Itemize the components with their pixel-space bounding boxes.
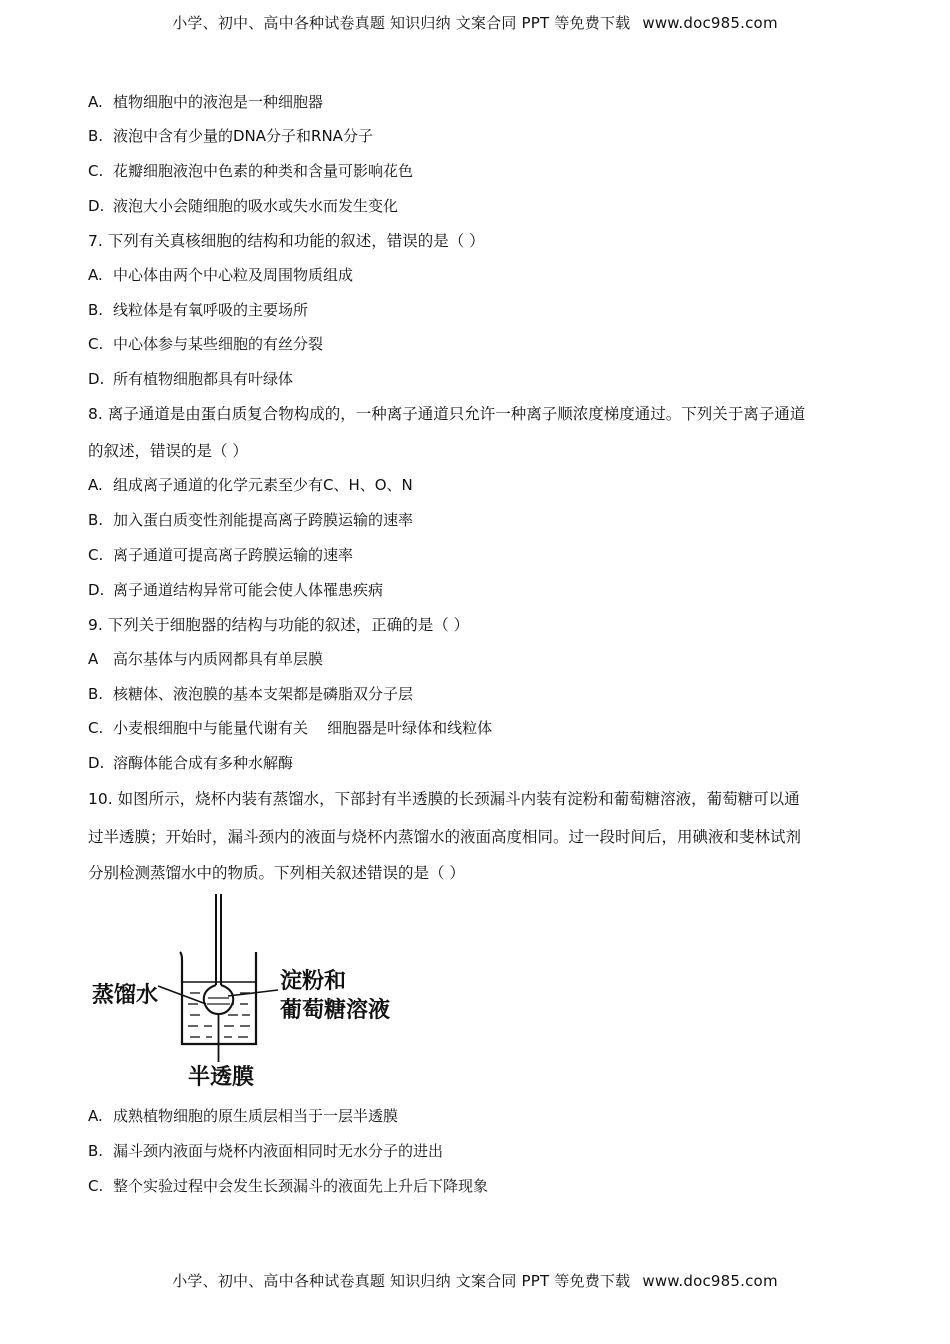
q8-option-c: C. 离子通道可提高离子跨膜运输的速率 <box>88 546 354 564</box>
q8-stem-line2: 的叙述，错误的是（ ） <box>88 442 248 460</box>
q8-option-d: D. 离子通道结构异常可能会使人体罹患疾病 <box>88 581 384 599</box>
q9-option-b: B. 核糖体、液泡膜的基本支架都是磷脂双分子层 <box>88 685 414 703</box>
q10-stem-line2: 过半透膜；开始时，漏斗颈内的液面与烧杯内蒸馏水的液面高度相同。过一段时间后，用碘液和斐林试剂 <box>88 828 802 846</box>
q10-option-b: B. 漏斗颈内液面与烧杯内液面相同时无水分子的进出 <box>88 1142 444 1160</box>
q10-option-c: C. 整个实验过程中会发生长颈漏斗的液面先上升后下降现象 <box>88 1177 489 1195</box>
q6-option-d: D. 液泡大小会随细胞的吸水或失水而发生变化 <box>88 197 399 215</box>
label-distilled-water: 蒸馏水 <box>92 983 159 1008</box>
q6-option-c: C. 花瓣细胞液泡中色素的种类和含量可影响花色 <box>88 162 414 180</box>
label-solution-line1: 淀粉和 <box>280 969 347 994</box>
q7-option-b: B. 线粒体是有氧呼吸的主要场所 <box>88 301 309 319</box>
q8-stem-line1: 8. 离子通道是由蛋白质复合物构成的，一种离子通道只允许一种离子顺浓度梯度通过。下列关于离子通道 <box>88 405 806 423</box>
footer-site-link[interactable]: www.doc985.com <box>642 1272 778 1290</box>
q7-stem: 7. 下列有关真核细胞的结构和功能的叙述，错误的是（ ） <box>88 232 485 250</box>
solution-pointer <box>228 990 278 996</box>
funnel-bulb <box>204 985 234 1014</box>
header-text: 小学、初中、高中各种试卷真题 知识归纳 文案合同 PPT 等免费下载 <box>172 14 631 32</box>
q6-option-a: A. 植物细胞中的液泡是一种细胞器 <box>88 93 324 111</box>
q8-option-a: A. 组成离子通道的化学元素至少有C、H、O、N <box>88 476 413 494</box>
q9-option-c: C. 小麦根细胞中与能量代谢有关 细胞器是叶绿体和线粒体 <box>88 719 493 737</box>
q7-option-a: A. 中心体由两个中心粒及周围物质组成 <box>88 266 354 284</box>
q7-option-d: D. 所有植物细胞都具有叶绿体 <box>88 370 294 388</box>
header-site-link[interactable]: www.doc985.com <box>642 14 778 32</box>
q8-option-b: B. 加入蛋白质变性剂能提高离子跨膜运输的速率 <box>88 511 414 529</box>
q7-option-c: C. 中心体参与某些细胞的有丝分裂 <box>88 335 324 353</box>
footer-text: 小学、初中、高中各种试卷真题 知识归纳 文案合同 PPT 等免费下载 <box>172 1272 631 1290</box>
page-header-banner <box>0 12 950 33</box>
q6-option-b: B. 液泡中含有少量的DNA分子和RNA分子 <box>88 127 373 145</box>
q10-stem-line1: 10. 如图所示，烧杯内装有蒸馏水，下部封有半透膜的长颈漏斗内装有淀粉和葡萄糖溶液，葡萄糖可以通 <box>88 790 800 808</box>
page-footer-banner <box>0 1270 950 1291</box>
q9-option-d: D. 溶酶体能合成有多种水解酶 <box>88 754 294 772</box>
q10-stem-line3: 分别检测蒸馏水中的物质。下列相关叙述错误的是（ ） <box>88 864 465 882</box>
q9-stem: 9. 下列关于细胞器的结构与功能的叙述，正确的是（ ） <box>88 616 470 634</box>
osmosis-diagram <box>88 890 418 1090</box>
label-solution-line2: 葡萄糖溶液 <box>280 998 391 1023</box>
label-membrane: 半透膜 <box>188 1065 255 1090</box>
q10-option-a: A. 成熟植物细胞的原生质层相当于一层半透膜 <box>88 1107 399 1125</box>
q9-option-a: A 高尔基体与内质网都具有单层膜 <box>88 650 324 668</box>
